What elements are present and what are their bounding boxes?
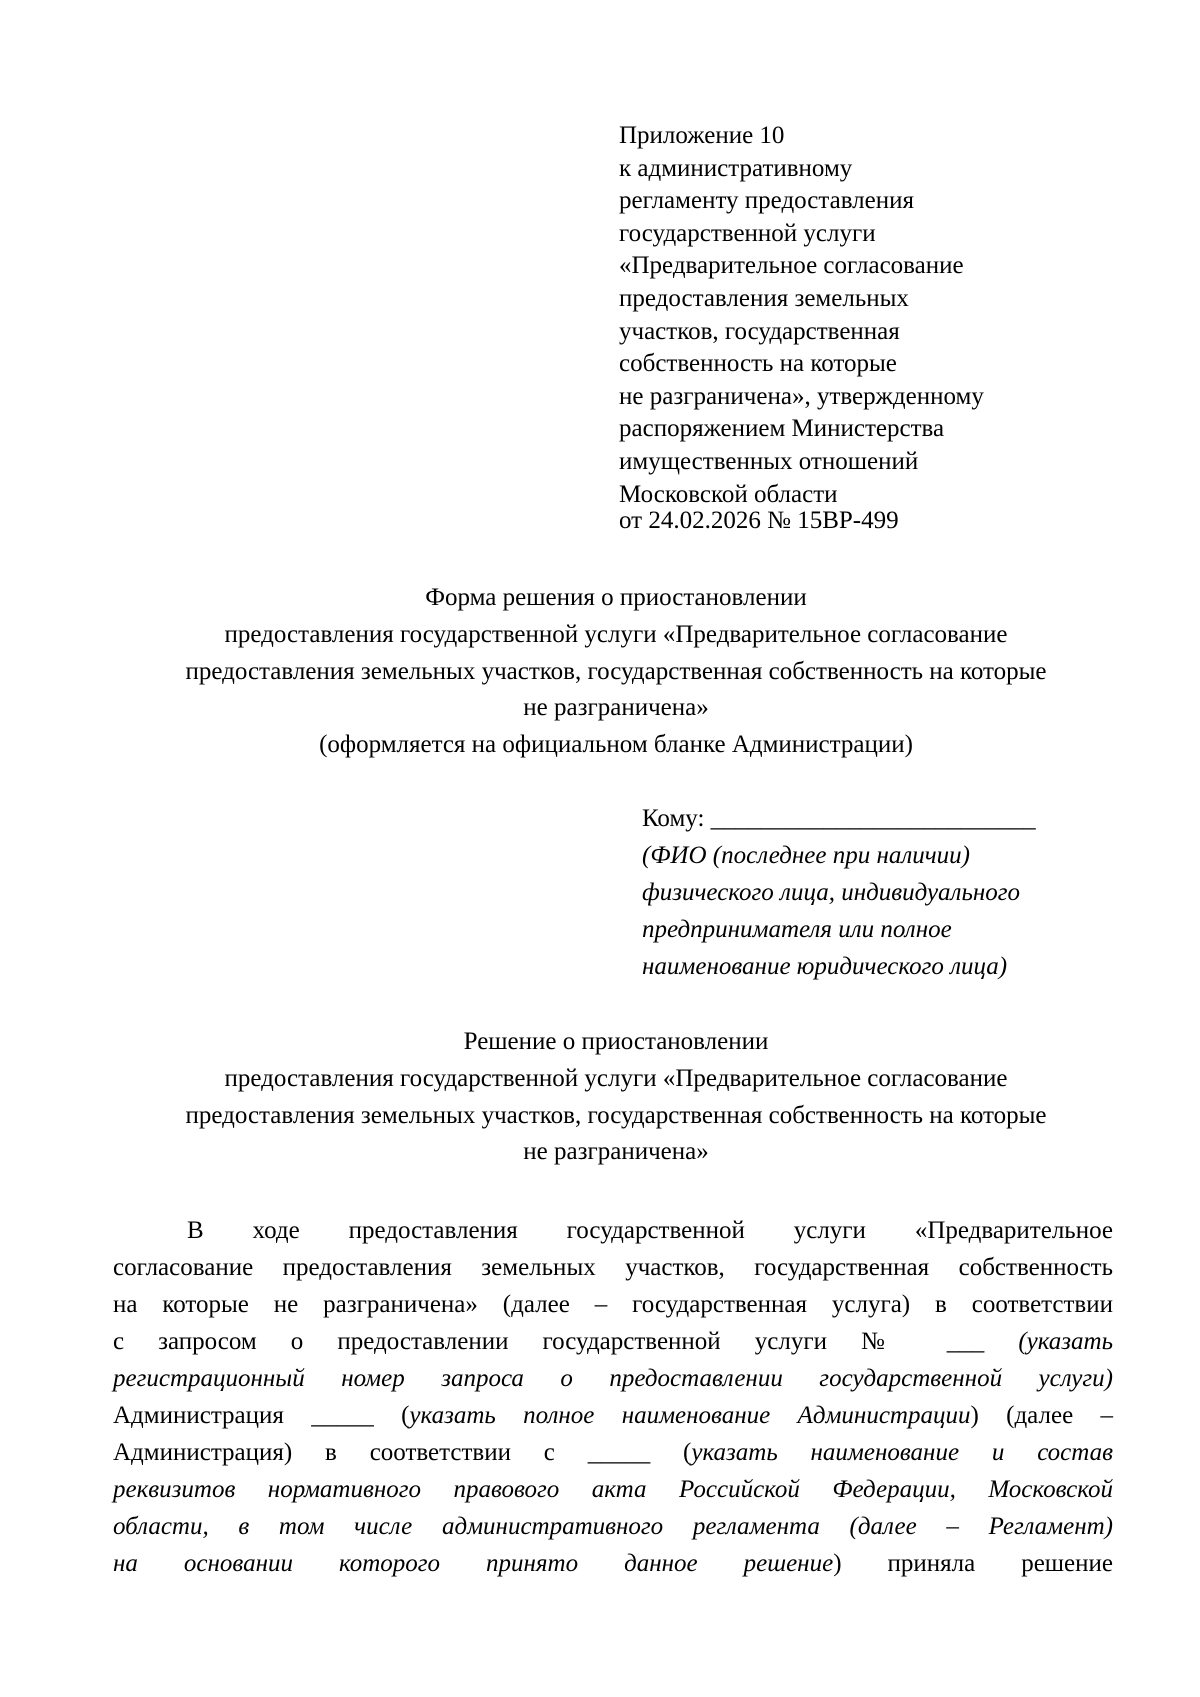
recipient-hint-line: физического лица, индивидуального bbox=[642, 879, 1020, 906]
appendix-line: к административному bbox=[619, 154, 853, 182]
form-title-note: (оформляется на официальном бланке Администрации) bbox=[319, 731, 913, 759]
recipient-block bbox=[642, 800, 1036, 985]
decision-title bbox=[110, 1024, 1122, 1171]
body-line: области, в том числе административного регламента (далее – Регламент) bbox=[113, 1513, 1113, 1540]
form-title bbox=[110, 580, 1122, 764]
appendix-date-number: от 24.02.2026 № 15ВР-499 bbox=[619, 507, 899, 535]
appendix-line: собственность на которые bbox=[619, 350, 897, 378]
appendix-line: не разграничена», утвержденному bbox=[619, 382, 984, 410]
recipient-hint-line: (ФИО (последнее при наличии) bbox=[642, 842, 971, 869]
form-title-line: Форма решения о приостановлении bbox=[425, 584, 807, 611]
appendix-line: Приложение 10 bbox=[619, 122, 785, 149]
body-line: В ходе предоставления государственной услуги «Предварительное bbox=[187, 1217, 1113, 1244]
appendix-line: участков, государственная bbox=[619, 317, 900, 345]
appendix-line: государственной услуги bbox=[619, 219, 876, 247]
body-line: Администрация _____ (указать полное наименование Администрации) (далее – bbox=[113, 1402, 1113, 1429]
body-line: регистрационный номер запроса о предоставлении государственной услуги) bbox=[113, 1365, 1113, 1392]
form-title-line: предоставления земельных участков, государственная собственность на которые bbox=[185, 657, 1047, 685]
body-line: согласование предоставления земельных участков, государственная собственность bbox=[113, 1254, 1113, 1281]
form-title-line: не разграничена» bbox=[523, 694, 709, 722]
appendix-header bbox=[619, 120, 984, 538]
appendix-line: «Предварительное согласование bbox=[619, 252, 964, 280]
body-line: с запросом о предоставлении государственной услуги № ___ (указать bbox=[113, 1328, 1113, 1355]
appendix-line: предоставления земельных bbox=[619, 284, 909, 312]
decision-title-line: не разграничена» bbox=[523, 1138, 709, 1166]
decision-title-line: предоставления земельных участков, государственная собственность на которые bbox=[185, 1101, 1047, 1129]
body-line: Администрация) в соответствии с _____ (указать наименование и состав bbox=[113, 1439, 1113, 1466]
appendix-line: распоряжением Министерства bbox=[619, 415, 945, 443]
appendix-line: регламенту предоставления bbox=[619, 187, 915, 215]
decision-title-line: Решение о приостановлении bbox=[463, 1028, 769, 1055]
decision-body-paragraph bbox=[113, 1212, 1113, 1582]
appendix-line: имущественных отношений bbox=[619, 447, 919, 475]
form-title-line: предоставления государственной услуги «Предварительное согласование bbox=[224, 620, 1008, 648]
body-line: на основании которого принято данное решение) приняла решение bbox=[113, 1550, 1113, 1577]
recipient-hint-line: предпринимателя или полное bbox=[642, 916, 952, 943]
decision-title-line: предоставления государственной услуги «Предварительное согласование bbox=[224, 1064, 1008, 1092]
recipient-hint-line: наименование юридического лица) bbox=[642, 953, 1008, 980]
body-line: на которые не разграничена» (далее – государственная услуга) в соответствии bbox=[113, 1291, 1113, 1318]
appendix-line: Московской области bbox=[619, 480, 838, 508]
recipient-to-field: Кому: __________________________ bbox=[642, 805, 1036, 832]
body-line: реквизитов нормативного правового акта Российской Федерации, Московской bbox=[113, 1476, 1113, 1503]
